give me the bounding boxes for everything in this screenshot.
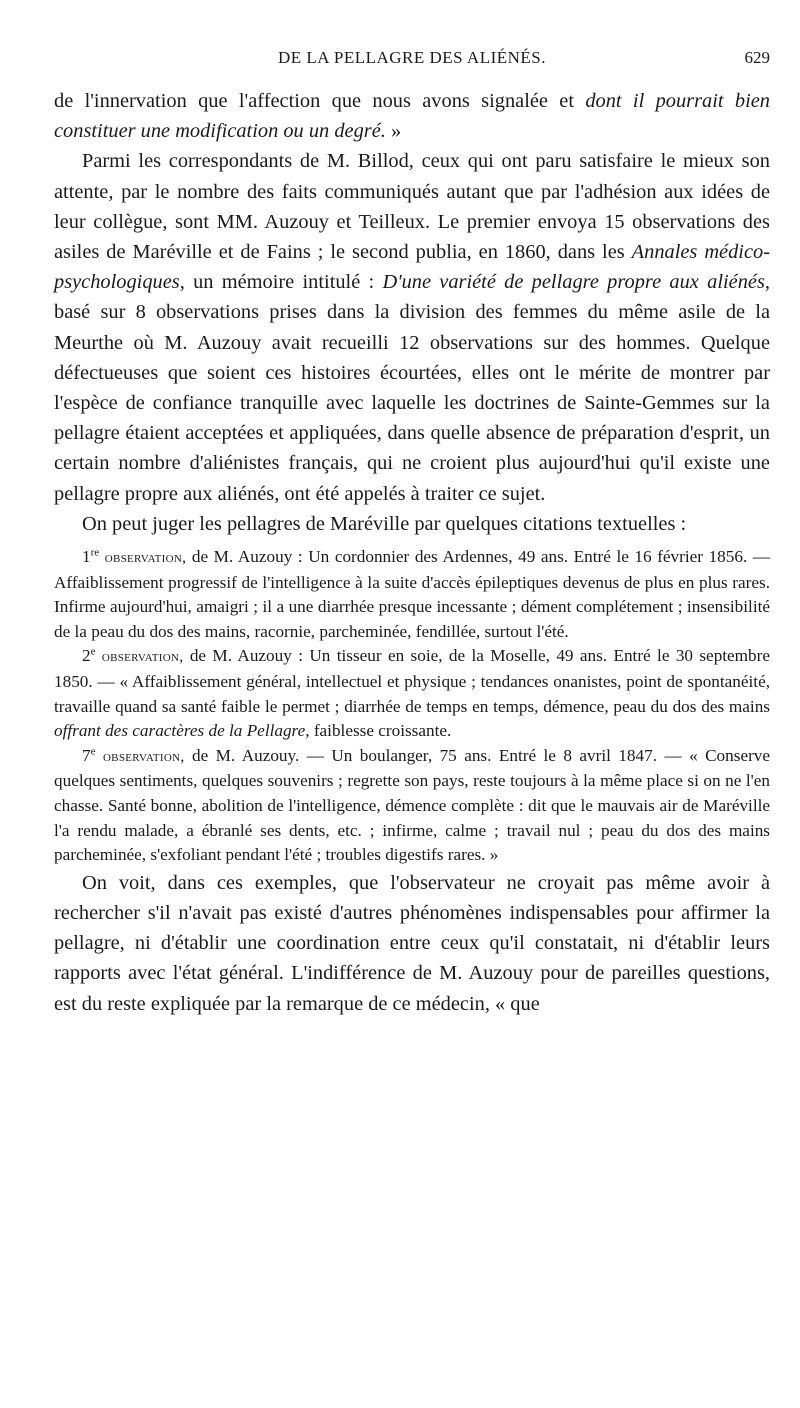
observation-7 <box>54 744 770 868</box>
book-page <box>54 0 771 1015</box>
observation-2-italic: offrant des caractères de la Pellagre, <box>54 721 310 741</box>
paragraph-1 <box>54 86 770 146</box>
body-text <box>54 86 770 1019</box>
observation-1-number: 1 <box>82 547 91 567</box>
observation-1-text: de M. Auzouy : Un cordonnier des Ardennes, 49 ans. Entré le 16 février 1856. — Affaiblissement progressif de l'intelligence à la suite d'accès épileptiques devenus de plus en plus rares. Infirme aujourd'hui, amaigri ; il a une diarrhée presque incessante ; dément complétement ; insensibilité de la peau du dos des mains, racornie, parcheminée, fendillée, surtout l'été. <box>54 547 771 641</box>
journal-title: Annales médico-psychologiques, <box>54 241 770 294</box>
observation-7-superscript: e <box>90 745 96 758</box>
memoir-title: D'une variété de pellagre propre aux aliénés, <box>382 271 770 294</box>
running-title: DE LA PELLAGRE DES ALIÉNÉS. <box>277 48 547 67</box>
observation-1-label: observation, <box>104 549 187 567</box>
paragraph-1-close-quote: » <box>385 120 402 143</box>
paragraph-1-text: de l'innervation que l'affection que nous avons signalée et <box>54 90 586 112</box>
running-head <box>54 0 770 67</box>
observation-1-superscript: re <box>90 546 100 559</box>
observation-2-superscript: e <box>90 645 96 658</box>
observation-2-text-c: faiblesse croissante. <box>309 721 452 741</box>
paragraph-1-italic: dont il pourrait bien constituer une modification ou un degré. <box>54 90 771 143</box>
paragraph-2-text-e: basé sur 8 observations prises dans la division des femmes du même asile de la Meurthe où M. Auzouy avait recueilli 12 observations sur des hommes. Quelque défectueuses que soient ces histoires écourtées, elles ont le mérite de montrer par l'espèce de confiance tranquille avec laquelle les doctrines de Sainte-Gemmes sur la pellagre étaient acceptées et appliquées, dans quelle absence de préparation d'esprit, un certain nombre d'aliénistes français, qui ne croient plus aujourd'hui qu'il existe une pellagre propre aux aliénés, ont été appelés à traiter ce sujet. <box>54 301 770 505</box>
observation-7-text: de M. Auzouy. — Un boulanger, 75 ans. Entré le 8 avril 1847. — « Conserve quelques sentiments, quelques souvenirs ; regrette son pays, reste toujours à la même place si on ne l'en chasse. Santé bonne, abolition de l'intelligence, démence complète : dit que le mauvais air de Maréville l'a rendu malade, a ébranlé ses dents, etc. ; infirme, calme ; travail nul ; peau du dos des mains parcheminée, s'exfoliant pendant l'été ; troubles digestifs rares. » <box>54 745 771 865</box>
paragraph-4: On voit, dans ces exemples, que l'observateur ne croyait pas même avoir à rechercher s'il n'avait pas existé d'autres phénomènes indispensables pour affirmer la pellagre, ni d'établir une coordination entre ceux qu'il constatait, ni d'établir leurs rapports avec l'état général. L'indifférence de M. Auzouy pour de pareilles questions, est du reste expliquée par la remarque de ce médecin, « que <box>54 871 770 1015</box>
observation-7-label: observation, <box>102 747 185 765</box>
paragraph-2-text-a: Parmi les correspondants de M. Billod, ceux qui ont paru satisfaire le mieux son attente, par le nombre des faits communiqués autant que par l'adhésion aux idées de leur collègue, sont MM. Auzouy et Teilleux. Le premier envoya 15 observations des asiles de Maréville et de Fains ; le second publia, en 1860, dans les <box>54 150 770 264</box>
paragraph-2-text-c: un mémoire intitulé : <box>184 271 383 294</box>
observation-7-number: 7 <box>82 745 91 765</box>
observation-2 <box>54 644 770 743</box>
observations-block <box>54 545 770 868</box>
page-number: 629 <box>744 48 770 67</box>
paragraph-2 <box>54 146 770 508</box>
observation-1 <box>54 545 770 644</box>
observation-2-text-a: de M. Auzouy : Un tisseur en soie, de la Moselle, 49 ans. Entré le 30 septembre 1850. — « Affaiblissement général, intellectuel et physique ; tendances onanistes, point de spontanéité, travaille quand sa santé faible le permet ; diarrhée de temps en temps, démence, peau du dos des mains <box>54 646 771 716</box>
observation-2-number: 2 <box>82 646 91 666</box>
paragraph-3: On peut juger les pellagres de Maréville par quelques citations textuelles : <box>82 512 687 535</box>
observation-2-label: observation, <box>101 648 184 666</box>
